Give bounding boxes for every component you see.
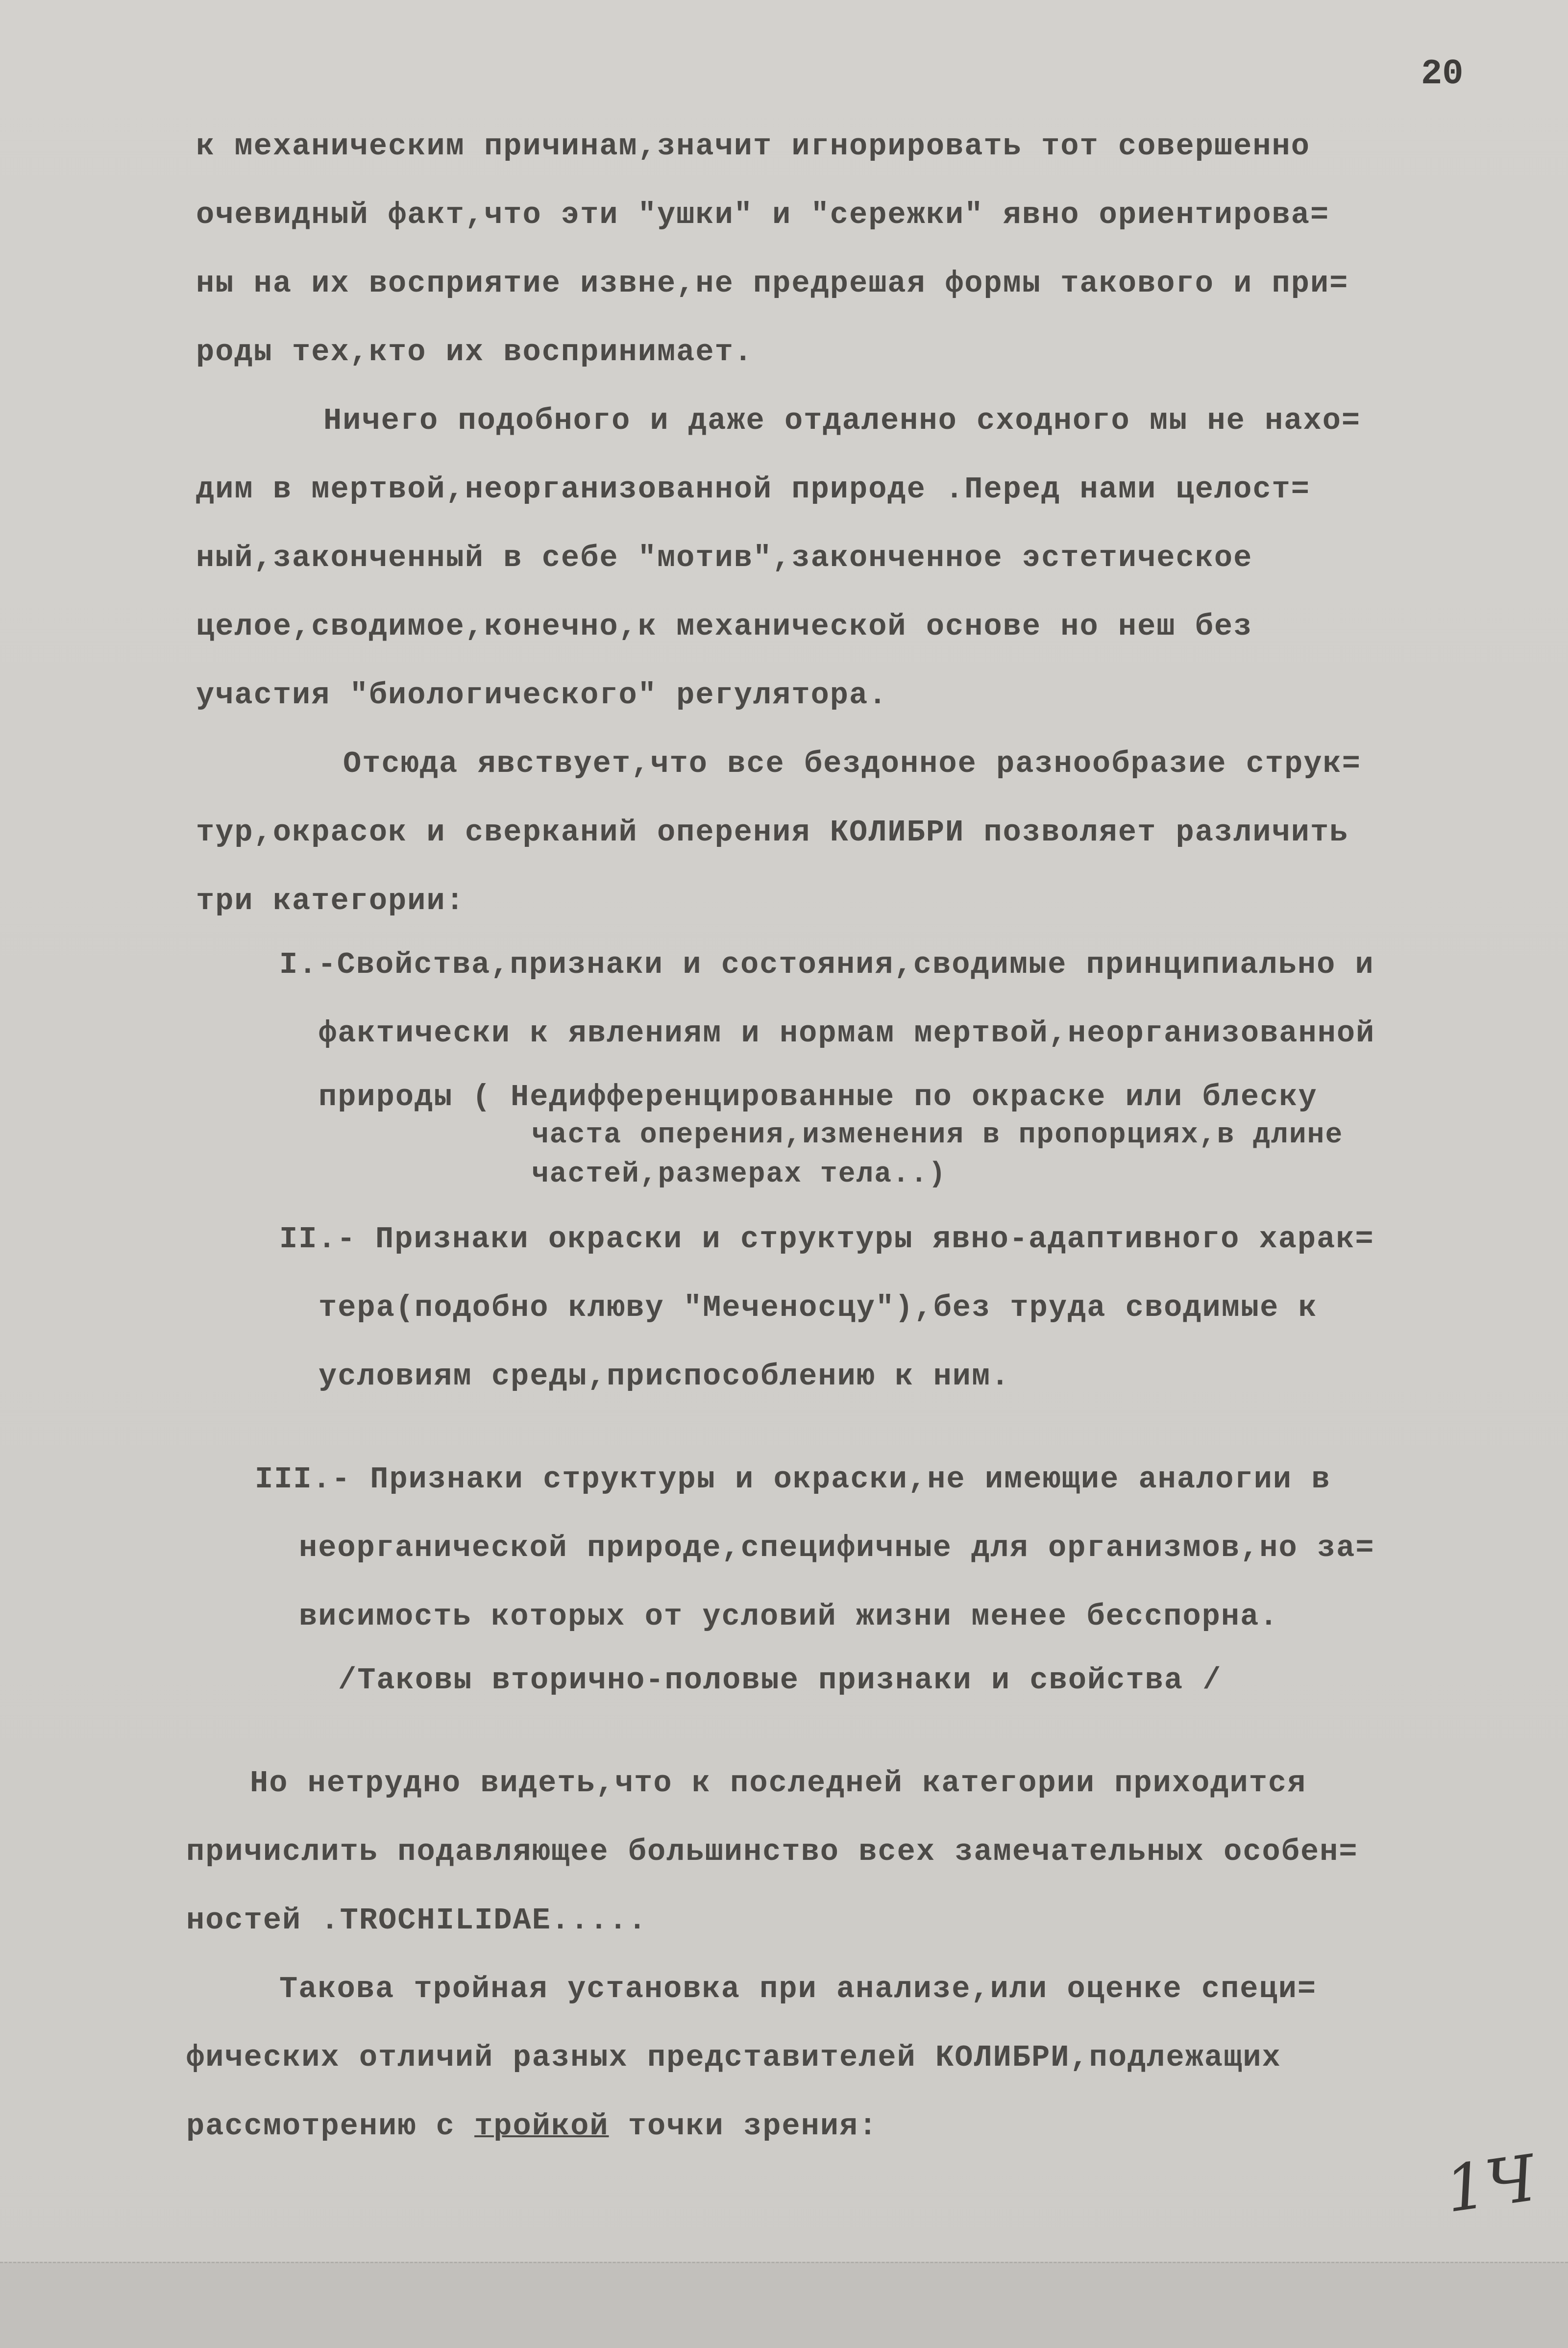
list-item-line: тера(подобно клюву "Меченосцу"),без труда сводимые к	[318, 1290, 1318, 1325]
archive-folio-mark: 1Ч	[1441, 2140, 1540, 2227]
text-line	[186, 2111, 878, 2142]
text-line: ностей .TROCHILIDAE.....	[186, 1903, 647, 1938]
list-item-line: II.- Признаки окраски и структуры явно-адаптивного харак=	[279, 1222, 1374, 1257]
text-line: дим в мертвой,неорганизованной природе .Перед нами целост=	[196, 472, 1310, 507]
text-line: Но нетрудно видеть,что к последней категории приходится	[250, 1766, 1307, 1801]
text-line: участия "биологического" регулятора.	[196, 678, 888, 713]
list-item-line: часта оперения,изменения в пропорциях,в длине	[532, 1119, 1344, 1151]
list-item-line: неорганической природе,специфичные для организмов,но за=	[299, 1531, 1375, 1565]
text-line: роды тех,кто их воспринимает.	[196, 335, 753, 370]
list-item-line: III.- Признаки структуры и окраски,не имеющие аналогии в	[255, 1462, 1331, 1497]
text-line: очевидный факт,что эти "ушки" и "сережки" явно ориентирова=	[196, 198, 1330, 232]
list-item-line: висимость которых от условий жизни менее бесспорна.	[299, 1599, 1279, 1634]
text-line: Ничего подобного и даже отдаленно сходного мы не нахо=	[323, 403, 1361, 438]
text-line: Отсюда явствует,что все бездонное разнообразие струк=	[343, 746, 1361, 781]
list-item-line: I.-Свойства,признаки и состояния,сводимые принципиально и	[279, 947, 1374, 982]
text-line: три категории:	[196, 884, 465, 918]
text-line: целое,сводимое,конечно,к механической основе но нeш без	[196, 609, 1253, 644]
underlined-word: тройкой	[474, 2109, 609, 2144]
text-line: ны на их восприятие извне,не предрешая формы такового и при=	[196, 266, 1349, 301]
text-line: причислить подавляющее большинство всех замечательных особен=	[186, 1834, 1358, 1869]
list-item-line: частей,размерах тела..)	[532, 1159, 947, 1190]
text-segment: точки зрения:	[609, 2109, 878, 2144]
list-item-line: условиям среды,приспособлению к ним.	[318, 1359, 1010, 1394]
text-line: Такова тройная установка при анализе,или оценке специ=	[279, 1972, 1317, 2006]
text-segment: рассмотрению с	[186, 2109, 475, 2144]
text-line: тур,окрасок и сверканий оперения КОЛИБРИ позволяет различить	[196, 815, 1349, 850]
text-line: к механическим причинам,значит игнорировать тот совершенно	[196, 129, 1310, 164]
list-item-line: фактически к явлениям и нормам мертвой,неорганизованной	[318, 1016, 1375, 1051]
page-bottom-edge	[0, 2262, 1568, 2348]
page-number: 20	[1421, 54, 1464, 94]
list-item-line: природы ( Недифференцированные по окраске или блеску	[318, 1080, 1318, 1114]
text-line: фических отличий разных представителей КОЛИБРИ,подлежащих	[186, 2040, 1281, 2075]
list-item-line: /Таковы вторично-половые признаки и свойства /	[338, 1663, 1222, 1698]
text-line: ный,законченный в себе "мотив",законченное эстетическое	[196, 541, 1253, 575]
